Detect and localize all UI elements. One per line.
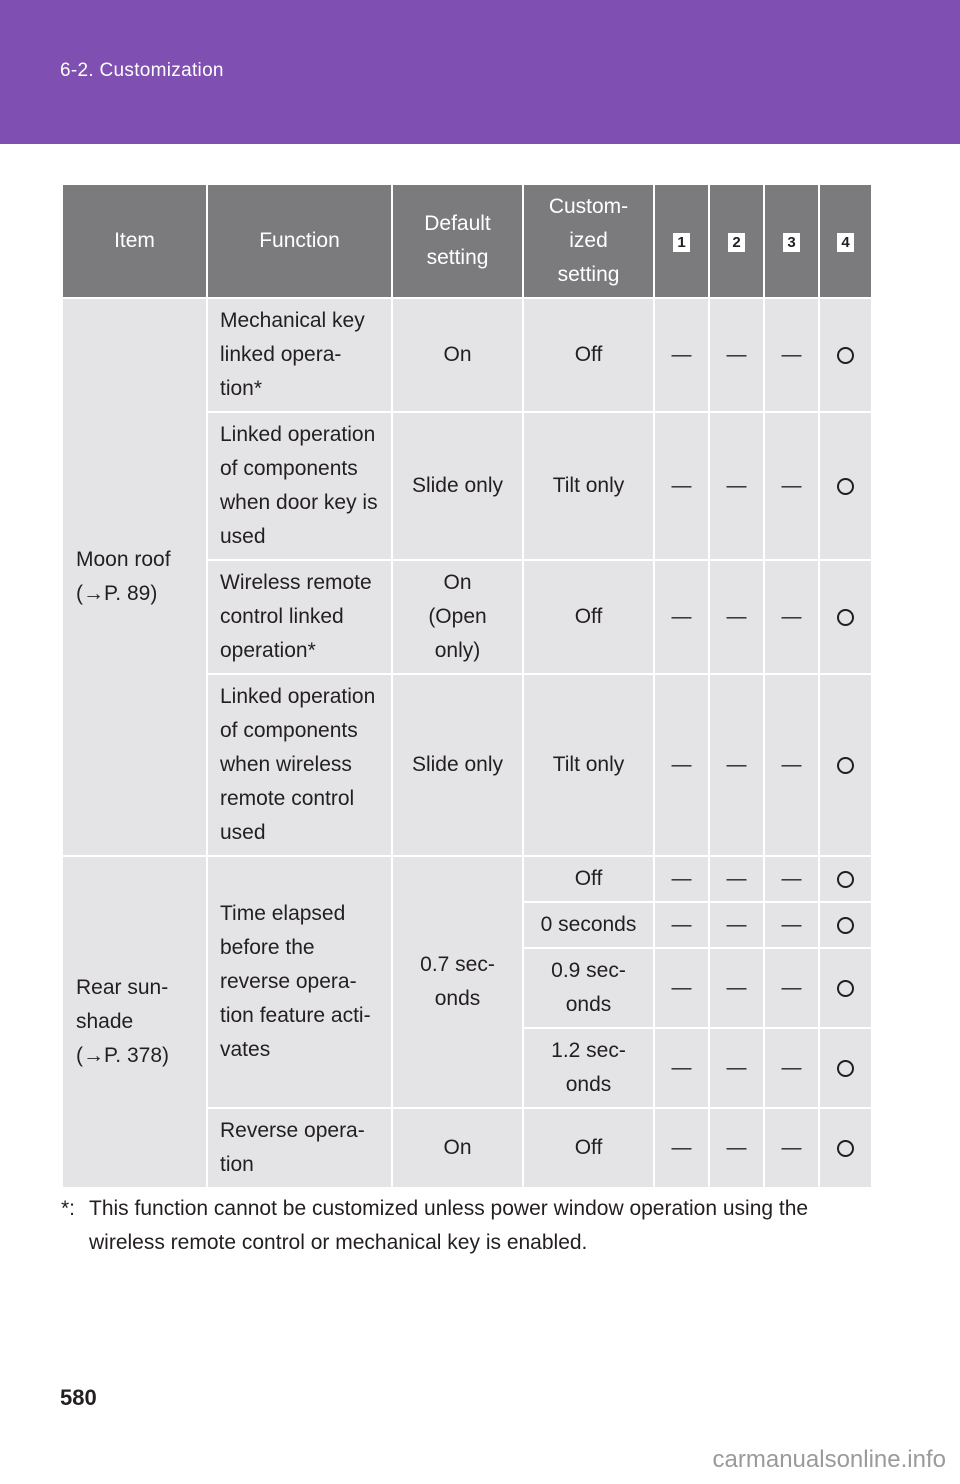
mark-cell: — — [654, 412, 709, 560]
custom-cell: Tilt only — [523, 412, 654, 560]
watermark: carmanualsonline.info — [712, 1446, 946, 1473]
default-cell: On — [392, 1108, 523, 1188]
mark-cell: — — [654, 1028, 709, 1108]
custom-cell: 0 seconds — [523, 902, 654, 948]
mark-cell — [819, 412, 872, 560]
header-default-setting: Default setting — [392, 185, 523, 298]
custom-cell: 0.9 sec- onds — [523, 948, 654, 1028]
mark-cell: — — [764, 1108, 819, 1188]
header-col-4 — [819, 185, 872, 298]
header-col-3 — [764, 185, 819, 298]
col-number-badge: 3 — [783, 233, 800, 252]
available-circle-icon — [837, 1140, 854, 1157]
mark-cell: — — [654, 902, 709, 948]
mark-cell: — — [709, 902, 764, 948]
header-customized-setting: Custom- ized setting — [523, 185, 654, 298]
custom-cell: Off — [523, 1108, 654, 1188]
mark-cell — [819, 856, 872, 902]
page-number: 580 — [60, 1385, 97, 1410]
mark-cell: — — [654, 856, 709, 902]
item-moon-roof: Moon roof (→P. 89) — [62, 298, 207, 856]
footnote-text: This function cannot be customized unless power window operation using the wireless remote control or mechanical key is enabled. — [89, 1197, 809, 1254]
table-row — [62, 856, 872, 902]
header-item: Item — [62, 185, 207, 298]
mark-cell: — — [764, 948, 819, 1028]
mark-cell: — — [654, 674, 709, 856]
mark-cell — [819, 948, 872, 1028]
footnote-mark: *: — [61, 1197, 76, 1220]
table-header-row — [62, 185, 872, 298]
mark-cell: — — [764, 560, 819, 674]
available-circle-icon — [837, 347, 854, 364]
mark-cell — [819, 298, 872, 412]
footnote — [61, 1192, 871, 1260]
section-title: 6-2. Customization — [60, 60, 224, 81]
mark-cell: — — [764, 674, 819, 856]
custom-cell: Off — [523, 298, 654, 412]
mark-cell: — — [709, 1028, 764, 1108]
mark-cell: — — [764, 902, 819, 948]
mark-cell: — — [709, 298, 764, 412]
mark-cell: — — [654, 560, 709, 674]
mark-cell: — — [709, 948, 764, 1028]
mark-cell: — — [764, 298, 819, 412]
mark-cell: — — [709, 674, 764, 856]
mark-cell: — — [654, 298, 709, 412]
col-number-badge: 1 — [673, 233, 690, 252]
mark-cell: — — [764, 1028, 819, 1108]
available-circle-icon — [837, 1060, 854, 1077]
mark-cell: — — [709, 1108, 764, 1188]
mark-cell: — — [764, 412, 819, 560]
header-col-1 — [654, 185, 709, 298]
default-cell: 0.7 sec- onds — [392, 856, 523, 1108]
function-cell: Linked operation of components when door key is used — [207, 412, 392, 560]
col-number-badge: 2 — [728, 233, 745, 252]
col-number-badge: 4 — [837, 233, 854, 252]
customization-table — [61, 185, 873, 1189]
custom-cell: Off — [523, 560, 654, 674]
item-rear-sunshade: Rear sun- shade (→P. 378) — [62, 856, 207, 1188]
default-cell: On — [392, 298, 523, 412]
header-function: Function — [207, 185, 392, 298]
mark-cell — [819, 1028, 872, 1108]
default-cell: Slide only — [392, 674, 523, 856]
mark-cell — [819, 1108, 872, 1188]
default-cell: On (Open only) — [392, 560, 523, 674]
available-circle-icon — [837, 980, 854, 997]
custom-cell: Tilt only — [523, 674, 654, 856]
custom-cell: Off — [523, 856, 654, 902]
mark-cell: — — [764, 856, 819, 902]
default-cell: Slide only — [392, 412, 523, 560]
mark-cell — [819, 902, 872, 948]
mark-cell: — — [709, 412, 764, 560]
function-cell: Time elapsed before the reverse opera- tion feature acti- vates — [207, 856, 392, 1108]
available-circle-icon — [837, 757, 854, 774]
available-circle-icon — [837, 871, 854, 888]
function-cell: Reverse opera- tion — [207, 1108, 392, 1188]
mark-cell: — — [709, 560, 764, 674]
custom-cell: 1.2 sec- onds — [523, 1028, 654, 1108]
mark-cell — [819, 560, 872, 674]
mark-cell: — — [654, 948, 709, 1028]
function-cell: Wireless remote control linked operation* — [207, 560, 392, 674]
header-col-2 — [709, 185, 764, 298]
mark-cell — [819, 674, 872, 856]
function-cell: Linked operation of components when wireless remote control used — [207, 674, 392, 856]
function-cell: Mechanical key linked opera- tion* — [207, 298, 392, 412]
mark-cell: — — [709, 856, 764, 902]
available-circle-icon — [837, 917, 854, 934]
table-row — [62, 298, 872, 412]
available-circle-icon — [837, 609, 854, 626]
mark-cell: — — [654, 1108, 709, 1188]
available-circle-icon — [837, 478, 854, 495]
